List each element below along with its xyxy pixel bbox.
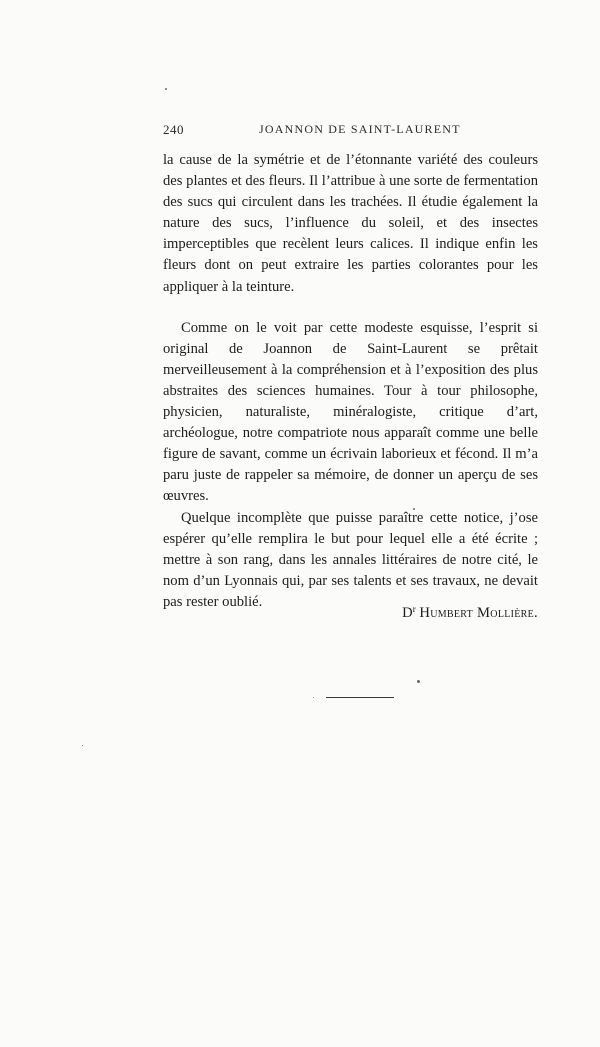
ink-speck: [313, 697, 314, 698]
running-head: [163, 122, 538, 140]
ink-speck: [417, 680, 420, 683]
paragraph-continued: la cause de la symétrie et de l’étonnante variété des couleurs des plantes et des fleurs. Il l’attribue à une sorte de fermentation des sucs qui circulent dans les trachées. Il étudie également la nature des sucs, l’influence du soleil, et des insectes imperceptibles que recèlent leurs calices. Il indique enfin les fleurs dont on peut extraire les parties colorantes pour les appliquer à la teinture.: [163, 152, 538, 295]
paragraph-closing: Quelque incomplète que puisse paraître cette notice, j’ose espérer qu’elle remplira le but pour lequel elle a été écrite ; mettre à son rang, dans les annales littéraires de notre cité, le nom d’un Lyonnais qui, par ses talents et ses travaux, ne devait pas rester oublié.: [163, 509, 538, 610]
paragraph-summary: Comme on le voit par cette modeste esquisse, l’esprit si original de Joannon de Saint-Laurent se prêtait merveilleusement à la compréhension et à l’exposition des plus abstraites des sciences humaines. Tour à tour philosophe, physicien, naturaliste, minéralogiste, critique d’art, archéologue, notre compatriote nous apparaît comme une belle figure de savant, comme un écrivain laborieux et fécond. Il m’a paru juste de rappeler sa mémoire, de donner un aperçu de ses œuvres.: [163, 319, 538, 505]
signature-title: $D^r$: [402, 604, 416, 621]
ink-speck: [165, 88, 167, 90]
running-title: JOANNON DE SAINT-LAURENT: [259, 122, 461, 136]
ink-speck: [82, 745, 83, 746]
closing-rule: [326, 697, 394, 698]
author-signature: [402, 604, 538, 622]
ink-speck: [413, 508, 415, 510]
page-number: 240: [163, 122, 184, 137]
signature-name: Humbert Mollière.: [419, 605, 538, 621]
body-text: [163, 150, 538, 613]
